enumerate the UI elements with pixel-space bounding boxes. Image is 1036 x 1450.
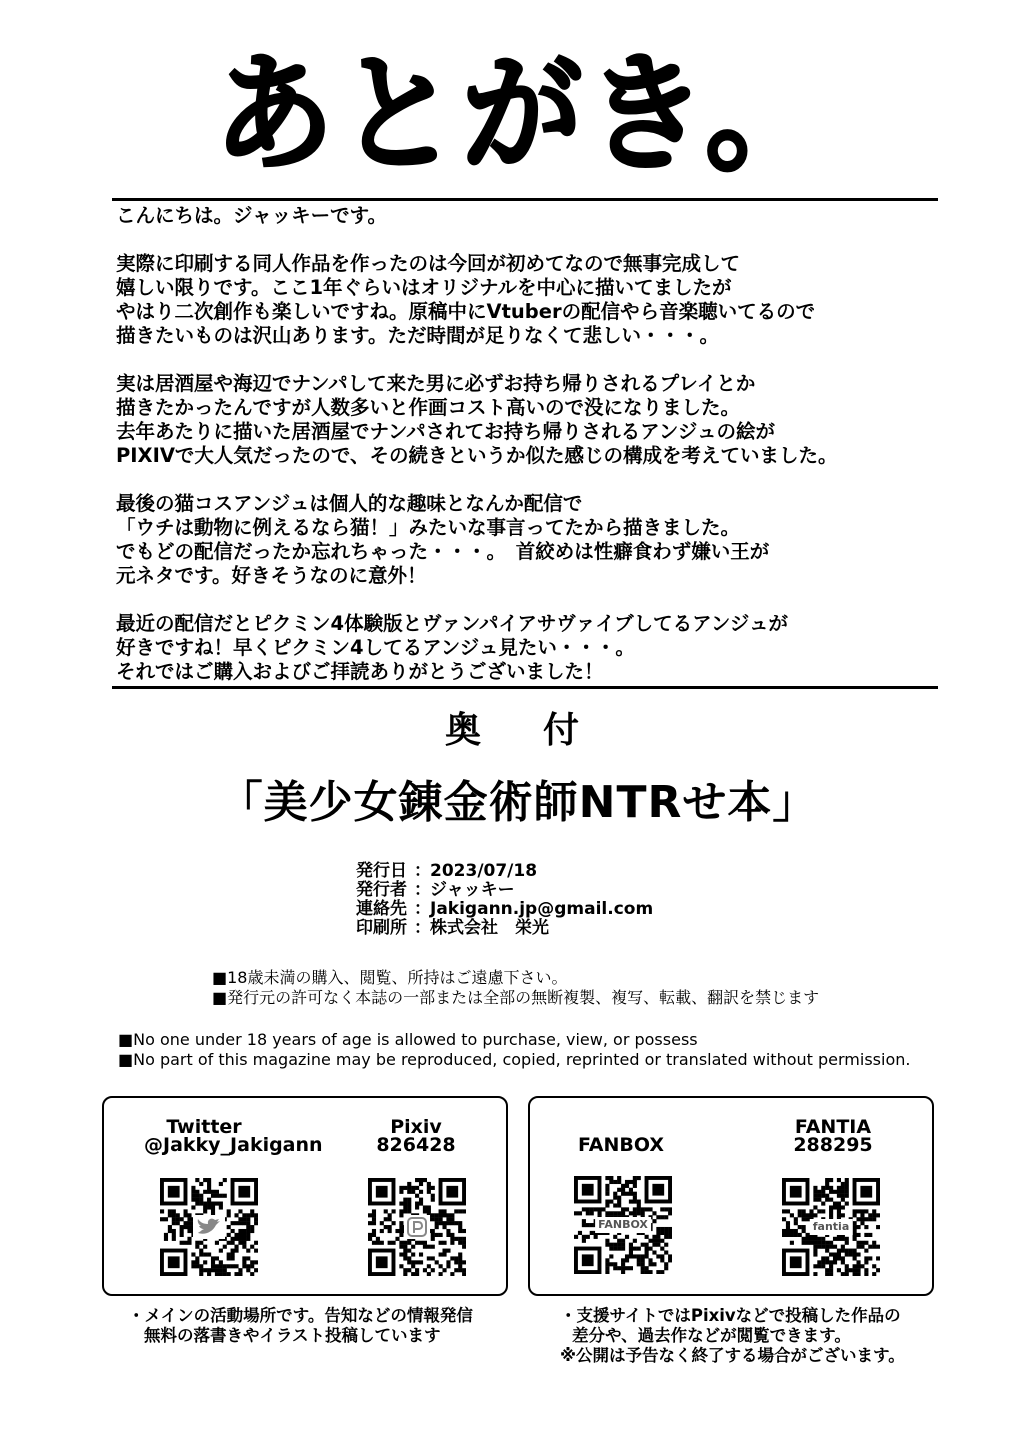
afterword-line: 最近の配信だとピクミン4体験版とヴァンパイアサヴァイブしてるアンジュが — [116, 612, 788, 635]
afterword-line: 好きですね！早くピクミン4してるアンジュ見たい・・・。 — [116, 636, 635, 659]
colophon-info — [356, 862, 653, 938]
twitter-handle: @Jakky_Jakigann — [144, 1134, 323, 1156]
afterword-paragraph — [116, 204, 956, 228]
page-title: あとがき。 — [213, 40, 830, 189]
work-title: 「美少女錬金術師NTRせ本」 — [218, 777, 818, 828]
afterword-line: やはり二次創作も楽しいですね。原稿中にVtuberの配信やら音楽聴いてるので — [116, 300, 816, 323]
notice-jp — [212, 968, 819, 1008]
colophon-row — [356, 862, 653, 881]
notice-en — [118, 1030, 910, 1070]
afterword-line: 元ネタです。好きそうなのに意外！ — [116, 564, 427, 587]
right-footnote — [560, 1306, 905, 1366]
fanbox-label-group — [566, 1136, 676, 1154]
afterword-line: それではご購入およびご拝読ありがとうございました！ — [116, 660, 604, 683]
pixiv-id: 826428 — [376, 1134, 456, 1156]
twitter-label-group — [144, 1116, 323, 1156]
fantia-qr[interactable] — [782, 1178, 880, 1276]
footnote-line: 差分や、過去作などが閲覧できます。 — [572, 1326, 851, 1345]
colophon-heading: 奥付 — [444, 710, 641, 751]
colophon-sep: ： — [414, 880, 431, 900]
afterword-line: 実際に印刷する同人作品を作ったのは今回が初めてなので無事完成して — [116, 252, 741, 275]
colophon-key: 連絡先 — [356, 899, 407, 919]
fanbox-logo: FANBOX — [595, 1217, 651, 1233]
colophon-sep: ： — [414, 899, 431, 919]
colophon-sep: ： — [414, 918, 431, 938]
afterword-line: 最後の猫コスアンジュは個人的な趣味となんか配信で — [116, 492, 583, 515]
colophon-key: 印刷所 — [356, 918, 407, 938]
afterword-line: 実は居酒屋や海辺でナンパして来た男に必ずお持ち帰りされるプレイとか — [116, 372, 756, 395]
notice-line: ■No one under 18 years of age is allowed to purchase, view, or possess — [118, 1030, 698, 1049]
afterword-paragraph — [116, 612, 956, 684]
notice-line: ■発行元の許可なく本誌の一部または全部の無断複製、複写、転載、翻訳を禁じます — [212, 988, 820, 1007]
twitter-bird-icon — [193, 1215, 225, 1239]
colophon-row — [356, 881, 653, 900]
afterword-paragraph — [116, 492, 956, 588]
colophon-value[interactable]: Jakigann.jp@gmail.com — [430, 899, 654, 919]
colophon-value: 2023/07/18 — [430, 861, 538, 881]
footnote-line: ・メインの活動場所です。告知などの情報発信 — [128, 1306, 473, 1325]
afterword-line: 描きたかったんですが人数多いと作画コスト高いので没になりました。 — [116, 396, 741, 419]
bottom-divider — [112, 686, 938, 689]
left-footnote — [128, 1306, 473, 1346]
top-divider — [112, 198, 938, 201]
afterword-line: こんにちは。ジャッキーです。 — [116, 204, 388, 227]
fantia-logo: fantia — [810, 1219, 853, 1235]
pixiv-label-group — [366, 1118, 466, 1154]
footnote-line: ※公開は予告なく終了する場合がございます。 — [560, 1346, 905, 1365]
afterword-line: 嬉しい限りです。ここ1年ぐらいはオリジナルを中心に描いてましたが — [116, 276, 732, 299]
afterword-body — [116, 204, 956, 708]
colophon-value: 株式会社 栄光 — [430, 918, 549, 938]
fanbox-label: FANBOX — [577, 1134, 664, 1156]
fantia-id: 288295 — [793, 1134, 873, 1156]
colophon-sep: ： — [414, 861, 431, 881]
pixiv-icon — [404, 1215, 430, 1239]
colophon-row — [356, 900, 653, 919]
twitter-label: Twitter — [166, 1116, 242, 1138]
afterword-paragraph — [116, 252, 956, 348]
fanbox-qr[interactable] — [574, 1176, 672, 1274]
notice-line: ■No part of this magazine may be reproduced, copied, reprinted or translated without permission. — [118, 1050, 911, 1069]
afterword-line: PIXIVで大人気だったので、その続きというか似た感じの構成を考えていました。 — [116, 444, 838, 467]
colophon-key: 発行日 — [356, 861, 407, 881]
pixiv-qr[interactable] — [368, 1178, 466, 1276]
support-links-box — [528, 1096, 934, 1296]
afterword-line: 「ウチは動物に例えるなら猫！」みたいな事言ってたから描きました。 — [116, 516, 741, 539]
colophon-value: ジャッキー — [430, 880, 515, 900]
colophon-key: 発行者 — [356, 880, 407, 900]
pixiv-label: Pixiv — [390, 1116, 442, 1138]
afterword-line: でもどの配信だったか忘れちゃった・・・。 首絞めは性癖食わず嫌い王が — [116, 540, 770, 563]
twitter-qr[interactable] — [160, 1178, 258, 1276]
fantia-label: FANTIA — [794, 1116, 872, 1138]
footnote-line: 無料の落書きやイラスト投稿しています — [144, 1326, 441, 1345]
fantia-label-group — [778, 1118, 888, 1154]
footnote-line: ・支援サイトではPixivなどで投稿した作品の — [560, 1306, 901, 1325]
afterword-paragraph — [116, 372, 956, 468]
notice-line: ■18歳未満の購入、閲覧、所持はご遠慮下さい。 — [212, 968, 568, 987]
colophon-row — [356, 919, 653, 938]
afterword-line: 描きたいものは沢山あります。ただ時間が足りなくて悲しい・・・。 — [116, 324, 719, 347]
social-links-box — [102, 1096, 508, 1296]
afterword-line: 去年あたりに描いた居酒屋でナンパされてお持ち帰りされるアンジュの絵が — [116, 420, 776, 443]
